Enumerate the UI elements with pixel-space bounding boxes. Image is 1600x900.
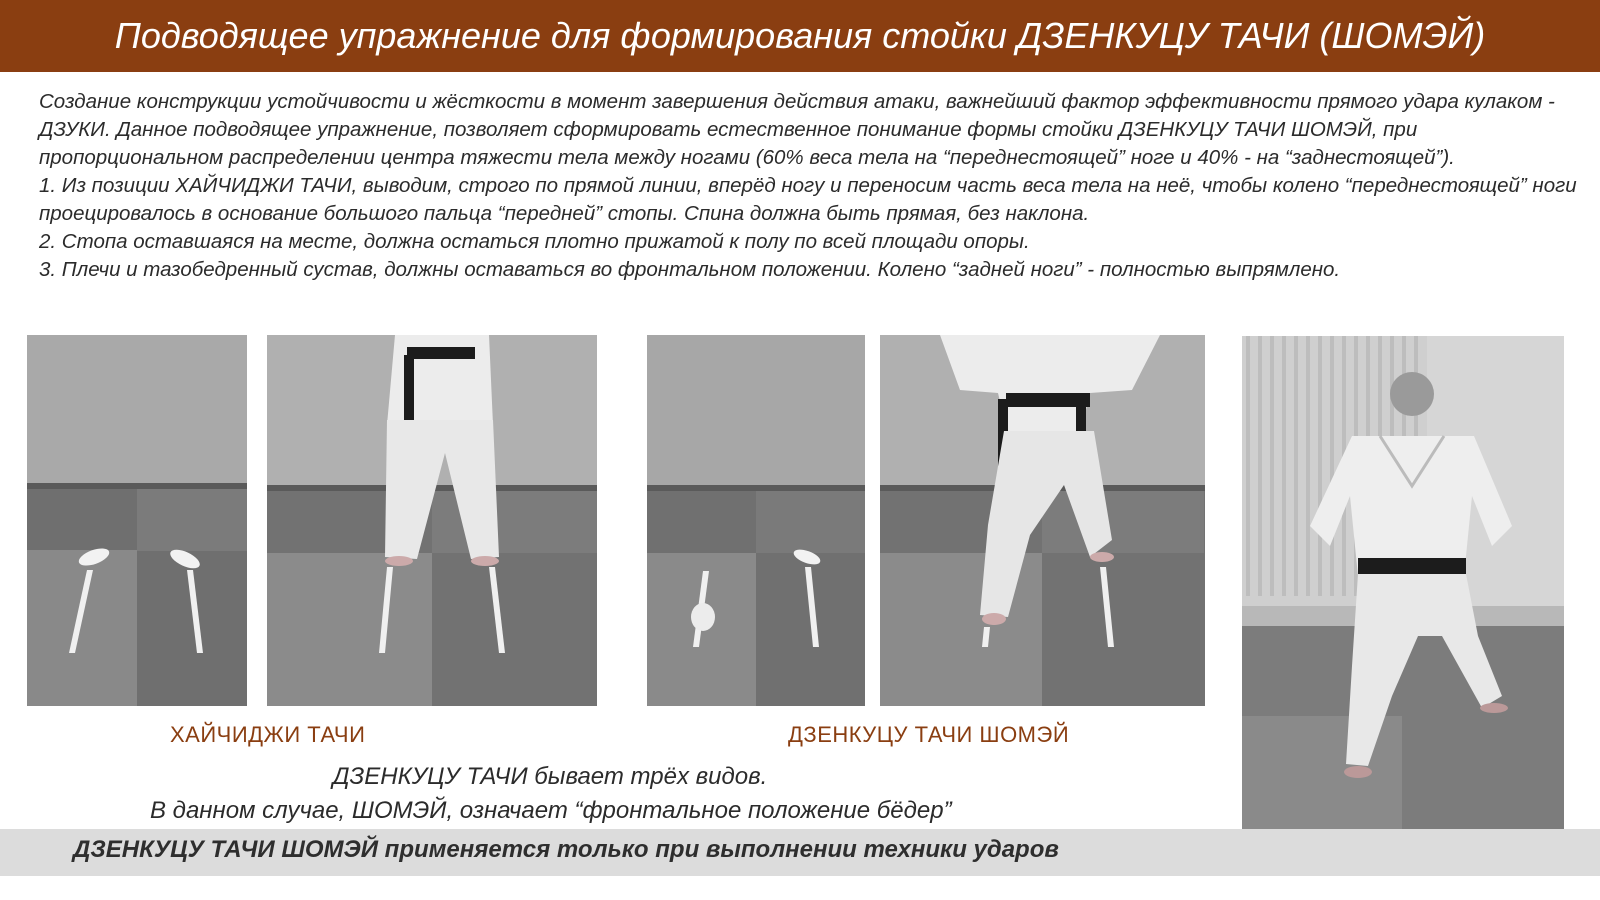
note-line-2: В данном случае, ШОМЭЙ, означает “фронтальное положение бёдер” — [150, 797, 952, 824]
photo-feet-forward — [647, 335, 865, 706]
intro-paragraph: Создание конструкции устойчивости и жёсткости в момент завершения действия атаки, важнейший фактор эффективности прямого удара кулаком - ДЗУКИ. Данное подводящее упражнение, позволяет сформировать естественное понимание формы стойки ДЗЕНКУЦУ ТАЧИ ШОМЭЙ, при пропорциональном распределении центра тяжести тела между ногами (60% веса тела на “переднестоящей” ноге и 40% - на “заднестоящей”). — [39, 90, 1555, 169]
photo-full-stance — [1242, 336, 1564, 847]
photo-legs-forward — [880, 335, 1205, 706]
photo-legs-parallel — [267, 335, 597, 706]
header-banner — [0, 0, 1600, 72]
caption-zenkutsu: ДЗЕНКУЦУ ТАЧИ ШОМЭЙ — [788, 722, 1070, 747]
step-2: 2. Стопа оставшаяся на месте, должна остаться плотно прижатой к полу по всей площади опоры. — [39, 230, 1030, 253]
step-3: 3. Плечи и тазобедренный сустав, должны оставаться во фронтальном положении. Колено “задней ноги” - полностью выпрямлено. — [39, 258, 1341, 281]
note-line-1: ДЗЕНКУЦУ ТАЧИ бывает трёх видов. — [332, 763, 768, 790]
caption-hachiji: ХАЙЧИДЖИ ТАЧИ — [170, 722, 366, 747]
bottom-statement: ДЗЕНКУЦУ ТАЧИ ШОМЭЙ применяется только при выполнении техники ударов — [73, 836, 1059, 863]
intro-text — [39, 88, 1584, 284]
step-1: 1. Из позиции ХАЙЧИДЖИ ТАЧИ, выводим, строго по прямой линии, вперёд ногу и переносим часть веса тела на неё, чтобы колено “переднестоящей” ноги проецировалось в основание большого пальца “передней” стопы. Спина должна быть прямая, без наклона. — [39, 174, 1577, 225]
photo-feet-parallel — [27, 335, 247, 706]
page-title: Подводящее упражнение для формирования стойки ДЗЕНКУЦУ ТАЧИ (ШОМЭЙ) — [114, 15, 1486, 56]
